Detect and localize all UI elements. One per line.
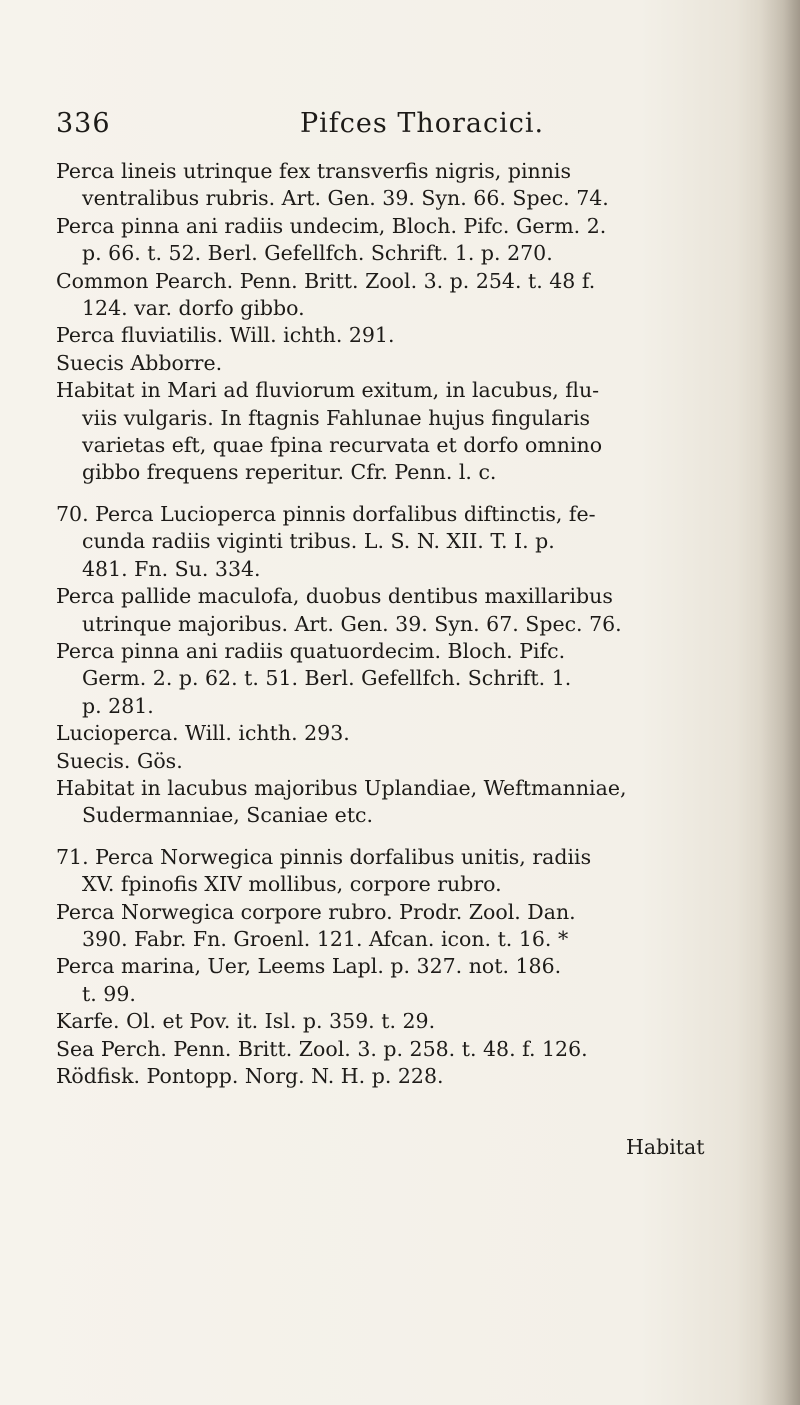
text-line: Perca Norwegica corpore rubro. Prodr. Zool. Dan. [56, 899, 576, 924]
text-line: Karfe. Ol. et Pov. it. Isl. p. 359. t. 29. [56, 1009, 436, 1034]
text-line: XV. fpinofis XIV mollibus, corpore rubro. [82, 872, 502, 897]
text-line: Habitat in lacubus majoribus Uplandiae, Weftmanniae, [56, 775, 627, 800]
text-line: 390. Fabr. Fn. Groenl. 121. Afcan. icon. t. 16. * [82, 926, 569, 951]
text-line: Perca fluviatilis. Will. ichth. 291. [56, 323, 395, 348]
entry-70-perca-lucioperca [56, 501, 746, 830]
text-line: Sea Perch. Penn. Britt. Zool. 3. p. 258. t. 48. f. 126. [56, 1036, 588, 1061]
text-line: Suecis. Gös. [56, 748, 183, 773]
synonym-paragraph [56, 1036, 746, 1063]
synonym-paragraph [56, 748, 746, 775]
habitat-paragraph [56, 775, 746, 830]
text-line: 124. var. dorfo gibbo. [82, 296, 305, 321]
page-body [56, 158, 746, 1104]
text-line: Habitat in Mari ad fluviorum exitum, in lacubus, flu- [56, 378, 600, 403]
text-line: utrinque majoribus. Art. Gen. 39. Syn. 67. Spec. 76. [82, 611, 622, 636]
page-edge-shadow [760, 0, 800, 1405]
species-diagnosis [56, 844, 746, 899]
synonym-paragraph [56, 1063, 746, 1090]
synonym-paragraph [56, 583, 746, 638]
synonym-paragraph [56, 899, 746, 954]
text-line: p. 281. [82, 693, 154, 718]
text-line: p. 66. t. 52. Berl. Gefellfch. Schrift. 1. p. 270. [82, 241, 553, 266]
entry-perca-fluviatilis [56, 158, 746, 487]
running-head: Pifces Thoracici. [300, 108, 545, 139]
synonym-paragraph [56, 268, 746, 323]
synonym-paragraph [56, 953, 746, 1008]
text-line: Rödfisk. Pontopp. Norg. N. H. p. 228. [56, 1064, 444, 1088]
catchword: Habitat [626, 1135, 705, 1159]
synonym-paragraph [56, 322, 746, 349]
synonym-paragraph [56, 720, 746, 747]
synonym-paragraph [56, 213, 746, 268]
synonym-paragraph [56, 638, 746, 720]
text-line: cunda radiis viginti tribus. L. S. N. XII. T. I. p. [82, 529, 555, 554]
text-line: Lucioperca. Will. ichth. 293. [56, 721, 350, 746]
synonym-paragraph [56, 1008, 746, 1035]
habitat-paragraph [56, 377, 746, 487]
text-line: Perca pinna ani radiis quatuordecim. Bloch. Pifc. [56, 638, 566, 663]
text-line: 481. Fn. Su. 334. [82, 556, 261, 581]
text-line: ventralibus rubris. Art. Gen. 39. Syn. 66. Spec. 74. [82, 186, 609, 211]
text-line: Suecis Abborre. [56, 350, 223, 375]
entry-71-perca-norwegica [56, 844, 746, 1091]
text-line: Perca lineis utrinque fex transverfis nigris, pinnis [56, 159, 571, 183]
text-line: gibbo frequens reperitur. Cfr. Penn. l. c. [82, 460, 497, 485]
text-line: Perca marina, Uer, Leems Lapl. p. 327. not. 186. [56, 954, 562, 979]
page-number: 336 [56, 108, 111, 139]
text-line: viis vulgaris. In ftagnis Fahlunae hujus fingularis [82, 405, 591, 430]
synonym-paragraph [56, 158, 746, 213]
page-header [0, 108, 800, 148]
text-line: t. 99. [82, 981, 136, 1006]
text-line: Germ. 2. p. 62. t. 51. Berl. Gefellfch. Schrift. 1. [82, 666, 572, 691]
text-line: varietas eft, quae fpina recurvata et dorfo omnino [82, 433, 603, 458]
synonym-paragraph [56, 350, 746, 377]
text-line: Sudermanniae, Scaniae etc. [82, 803, 374, 828]
text-line: 70. Perca Lucioperca pinnis dorfalibus diftinctis, fe- [56, 501, 596, 526]
text-line: 71. Perca Norwegica pinnis dorfalibus unitis, radiis [56, 844, 592, 869]
text-line: Perca pallide maculofa, duobus dentibus maxillaribus [56, 584, 613, 609]
species-diagnosis [56, 501, 746, 583]
text-line: Perca pinna ani radiis undecim, Bloch. Pifc. Germ. 2. [56, 213, 607, 238]
text-line: Common Pearch. Penn. Britt. Zool. 3. p. 254. t. 48 f. [56, 268, 596, 293]
